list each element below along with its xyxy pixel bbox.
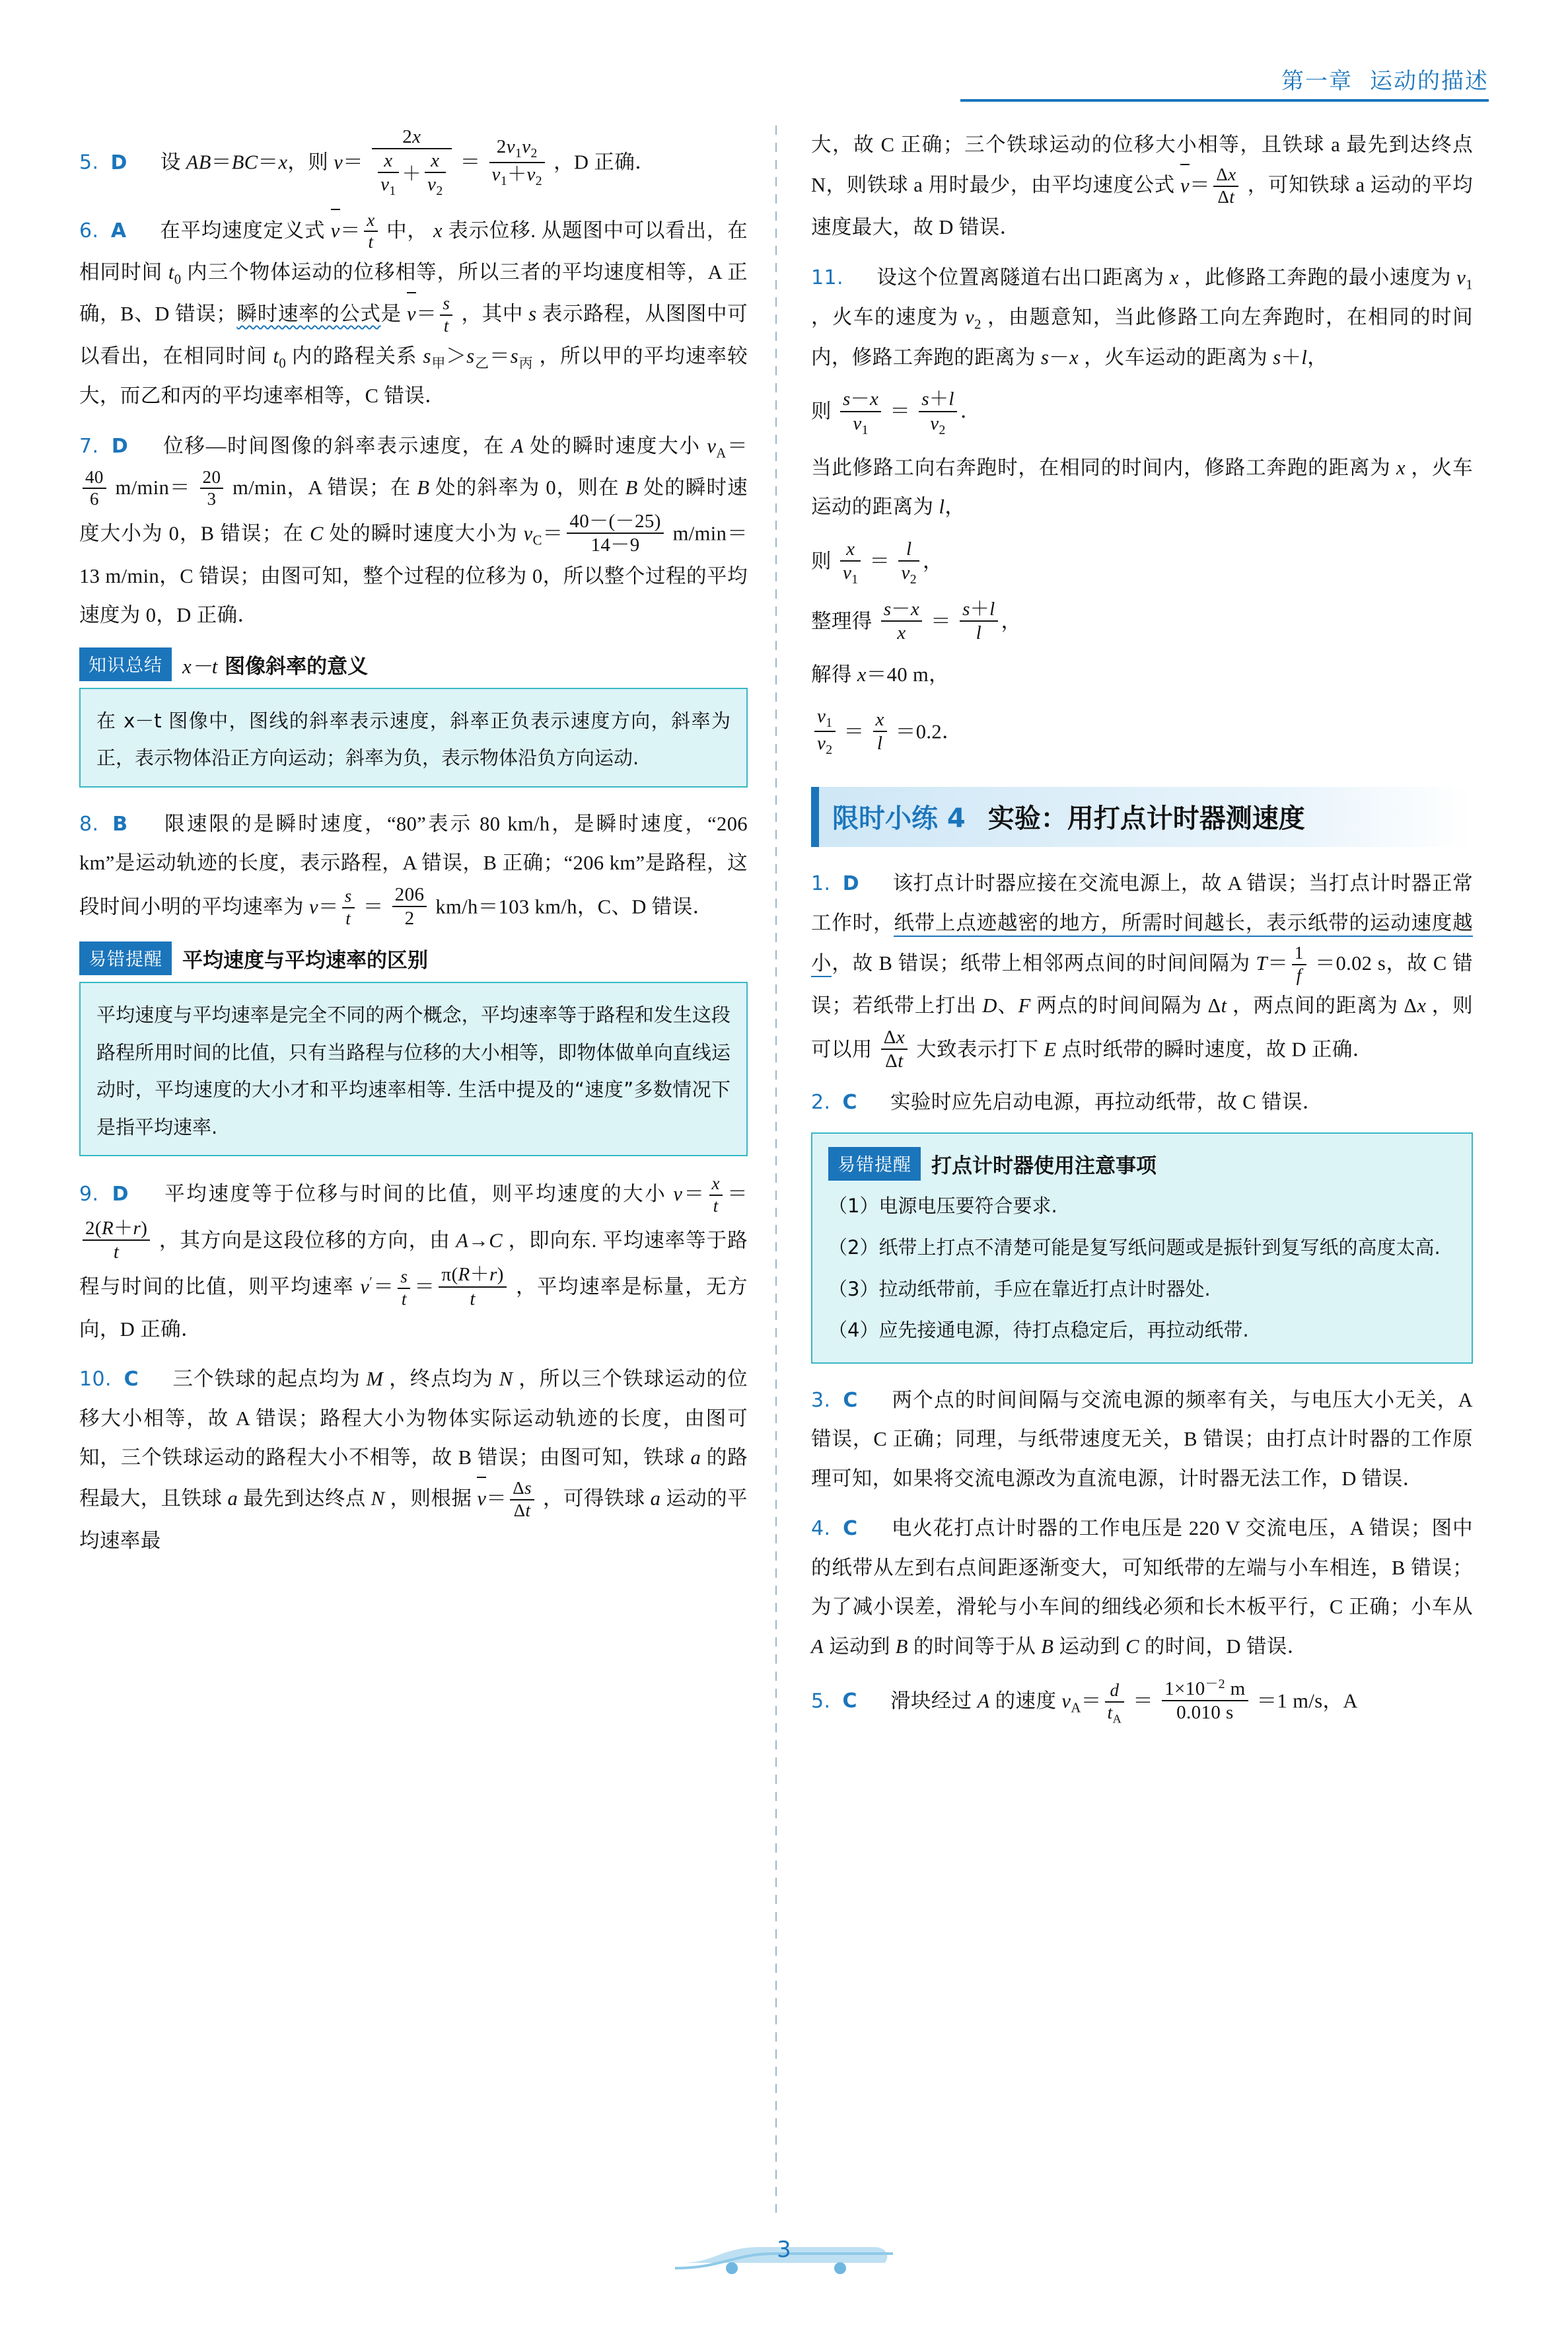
r4-a: 电火花打点计时器的工作电压是 220 V 交流电压，A 错误；图中的纸带从左到右点间距逐渐变大，可知纸带的左端与小车相连，B 错误；为了减小误差，滑轮与小车间的细线必须和长木板平行，C 正确；小车从 xyxy=(811,1517,1473,1619)
r5-a: 滑块经过 xyxy=(890,1689,972,1713)
note1-box xyxy=(79,688,748,788)
note1-title-math: x－t xyxy=(182,654,218,678)
right-column xyxy=(786,126,1473,2213)
item-number: 2. xyxy=(811,1090,831,1114)
header-title: 运动的描述 xyxy=(1370,68,1489,94)
item-answer: D xyxy=(112,1183,129,1206)
r1-a: 该打点计时器应接在交流电源上，故 A 错误；当打点计时器正常工作时， xyxy=(811,872,1474,934)
q10-text-c: ，所以三个铁球运动的位移大小相等，故 A 错误；路程大小为物体实际运动轨迹的长度，由图可知，三个铁球运动的路程大小不相等，故 B 错误；由图可知，铁球 xyxy=(79,1368,748,1469)
r1-f: ，则可以用 xyxy=(811,994,1474,1060)
note1-tag: 知识总结 xyxy=(79,647,172,681)
answer-item-7: 7. D 位移—时间图像的斜率表示速度，在 A 处的瞬时速度大小 $v_A=$ $\frac{40}{6}$ m/min＝ $\frac{20}{3}$ m/min，A 错误；在 B 处的斜率为 0，则在 B 处的瞬时速度大小为 0，B 错误；在 C 处的瞬时速度大小为 $v_C=$ $\frac{40-(-25)}{14-9}$ m/min＝13 m/min，C 错误；由图可知，整个过程的位移为 0，所以整个过程的平均速度为 0，D 正确． xyxy=(79,434,748,627)
note3-box xyxy=(811,1132,1473,1363)
q7-text-a: 位移—时间图像的斜率表示速度，在 xyxy=(163,434,505,457)
q10-text-a: 三个铁球的起点均为 xyxy=(172,1368,361,1391)
item-answer: C xyxy=(124,1368,139,1391)
item-answer: D xyxy=(110,151,127,174)
q11-b: ，此修路工奔跑的最小速度为 xyxy=(1184,266,1452,289)
q5-text-c: ，D 正确． xyxy=(553,151,656,174)
q6-text-i: ，所以甲的平均速率较大，而乙和丙的平均速率相等，C 错误． xyxy=(79,344,748,408)
page-footer xyxy=(0,2226,1568,2285)
note3-line-1: （1）电源电压要符合要求. xyxy=(828,1195,1057,1218)
r1-d: 两点的时间间隔为 xyxy=(1036,994,1203,1017)
item-number: 10. xyxy=(79,1368,112,1391)
r5-b: 的速度 xyxy=(995,1689,1057,1713)
q11-l: 整理得 xyxy=(811,610,873,633)
note3-line-3: （3）拉动纸带前，手应在靠近打点计时器处. xyxy=(828,1277,1211,1300)
header-rule xyxy=(960,99,1489,102)
note2-title: 平均速度与平均速率的区别 xyxy=(182,949,428,973)
q10-cont2: ，可知铁球 a 运动的平均速度最大，故 D 错误． xyxy=(811,174,1474,239)
r5-d: ＝1 m/s，A xyxy=(1256,1689,1358,1713)
section-banner xyxy=(811,787,1473,847)
q6-wavy-underline: 瞬时速率的公式 xyxy=(236,303,381,326)
answer-item-11: 11. 设这个位置离隧道右出口距离为 x ，此修路工奔跑的最小速度为 $v_1$ ，火车的速度为 $v_2$ ，由题意知，当此修路工向左奔跑时，在相同的时间内，修路工奔跑的距离为 s－x ，火车运动的距离为 s＋l， xyxy=(811,266,1474,369)
header-chapter: 第一章 xyxy=(1281,68,1353,94)
q11-g: 则 xyxy=(811,400,832,423)
item-answer: C xyxy=(842,1090,857,1114)
q11-n: ＝40 m， xyxy=(866,663,950,686)
q11-eq-2: 则 $\frac{x}{v_1}$ ＝ $\frac{l}{v_2}$ ， xyxy=(811,538,943,587)
item-number: 6. xyxy=(79,219,99,242)
q8-text-b: ＝ xyxy=(363,895,384,918)
r1-h: 点时纸带的瞬时速度，故 D 正确． xyxy=(1061,1037,1373,1060)
page-number: 3 xyxy=(777,2236,791,2263)
note3-body xyxy=(828,1187,1456,1348)
r1-g: 大致表示打下 xyxy=(916,1037,1039,1060)
q10-text-g: ，可得铁球 xyxy=(542,1487,645,1510)
answer-item-10-continued: 大，故 C 正确；三个铁球运动的位移大小相等，且铁球 a 最先到达终点 N，则铁球 a 用时最少，由平均速度公式 v＝ $\frac{\Delta x}{\Delta t}$ ，可知铁球 a 运动的平均速度最大，故 D 错误． xyxy=(811,133,1474,239)
q11-j: ， xyxy=(944,496,966,519)
q6-text-g: 表示路程，从图图中可以看出，在相同时间 xyxy=(79,303,748,367)
note2-body: 平均速度与平均速率是完全不同的两个概念，平均速率等于路程和发生这段路程所用时间的比值，只有当路程与位移的大小相等，即物体做单向直线运动时，平均速度的大小才和平均速率相等. 生活中提及的“速度”多数情况下是指平均速率. xyxy=(96,1004,731,1138)
item-number: 3. xyxy=(811,1388,831,1412)
q11-m: 解得 xyxy=(811,663,852,686)
q9-text-d: ，平均速率是标量，无方向，D 正确． xyxy=(79,1275,748,1341)
r1-b: ，故 B 错误；纸带上相邻两点间的时间间隔为 xyxy=(832,952,1250,975)
q11-i: ，火车运动的距离为 xyxy=(811,456,1473,519)
banner-label: 限时小练 4 xyxy=(832,803,966,834)
answer-item-r5: 5. C 滑块经过 A 的速度 $v_A=$ $\frac{d}{t_A}$ ＝ $\frac{1\times 10^{-2} m}{0.010 s}$ ＝1 m/s，A xyxy=(811,1677,1358,1726)
note3-header xyxy=(828,1147,1456,1181)
q6-text-c: 表示位移. 从题图中可以看出，在相同时间 xyxy=(79,219,748,284)
q7-text-c: m/min＝ xyxy=(115,476,191,499)
note2-box xyxy=(79,982,748,1156)
item-number: 5. xyxy=(79,151,99,174)
q7-text-g: 处的瞬时速度大小为 xyxy=(329,522,518,545)
q7-text-h: m/min＝13 m/min，C 错误；由图可知，整个过程的位移为 0，所以整个过程的平均速度为 0，D 正确． xyxy=(79,522,748,627)
banner-title: 实验：用打点计时器测速度 xyxy=(987,803,1305,834)
r3-a: 两个点的时间间隔与交流电源的频率有关，与电压大小无关，A 错误，C 正确；同理，与纸带速度无关，B 错误；由打点计时器的工作原理可知，如果将交流电源改为直流电源，计时器无法工作，D 错误． xyxy=(811,1388,1473,1490)
item-answer: C xyxy=(843,1517,858,1541)
answer-item-8: 8. B 限速限的是瞬时速度，“80”表示 80 km/h，是瞬时速度，“206 km”是运动轨迹的长度，表示路程，A 错误，B 正确；“206 km”是路程，这段时间小明的平均速率为 v＝ $\frac{s}{t}$ ＝ $\frac{206}{2}$ km/h＝103 km/h，C、D 错误． xyxy=(79,812,748,929)
item-answer: C xyxy=(843,1388,858,1412)
note1-title xyxy=(182,649,368,679)
note2-header xyxy=(79,941,748,975)
note3-line-2: （2）纸带上打点不清楚可能是复写纸问题或是振针到复写纸的高度太高. xyxy=(828,1236,1441,1259)
q11-e: ，火车运动的距离为 xyxy=(1084,346,1268,369)
q11-c: ，火车的速度为 xyxy=(811,306,960,329)
r1-underline: 纸带上点迹越密的地方，所需时间越长，表示纸带的运动速度越小 xyxy=(811,912,1473,978)
answer-item-r4: 4. C 电火花打点计时器的工作电压是 220 V 交流电压，A 错误；图中的纸带从左到右点间距逐渐变大，可知纸带的左端与小车相连，B 错误；为了减小误差，滑轮与小车间的细线必须和长木板平行，C 正确；小车从 A 运动到 B 的时间等于从 B 运动到 C 的时间，D 错误． xyxy=(811,1517,1473,1658)
r4-c: 的时间等于从 xyxy=(913,1635,1036,1658)
q7-text-d: m/min，A 错误；在 xyxy=(232,476,411,499)
q11-d: ，由题意知，当此修路工向左奔跑时，在相同的时间内，修路工奔跑的距离为 xyxy=(811,306,1474,369)
q10-text-d: 的路程最大，且铁球 xyxy=(79,1446,748,1510)
r5-c: ＝ xyxy=(1133,1689,1154,1713)
answer-item-10: 10. C 三个铁球的起点均为 M ，终点均为 N ，所以三个铁球运动的位移大小相等，故 A 错误；路程大小为物体实际运动轨迹的长度，由图可知，三个铁球运动的路程大小不相等，故 B 错误；由图可知，铁球 a 的路程最大，且铁球 a 最先到达终点 N ，则根据 v＝ $\frac{\Delta s}{\Delta t}$ ，可得铁球 a 运动的平均速率最 xyxy=(79,1368,748,1552)
q7-text-e: 处的斜率为 0，则在 xyxy=(435,476,620,499)
note3-line-4: （4）应先接通电源，待打点稳定后，再拉动纸带. xyxy=(828,1319,1249,1342)
r1-e: ，两点间的距离为 xyxy=(1232,994,1398,1017)
q10-cont: 大，故 C 正确；三个铁球运动的位移大小相等，且铁球 a 最先到达终点 N，则铁球 a 用时最少，由平均速度公式 xyxy=(811,133,1473,197)
q6-text-h: 内的路程关系 xyxy=(291,344,417,367)
answer-item-6: 6. A 在平均速度定义式 v＝ $\frac{x}{t}$ 中， x 表示位移. 从题图中可以看出，在相同时间 $t_0$ 内三个物体运动的位移相等，所以三者的平均速度相等，A 正确，B、D 错误；瞬时速率的公式是 v＝ $\frac{s}{t}$ ，其中 s 表示路程，从图图中可以看出，在相同时间 $t_0$ 内的路程关系 $s_甲>s_乙=s_丙$ ，所以甲的平均速率较大，而乙和丙的平均速率相等，C 错误． xyxy=(79,209,748,408)
item-number: 1. xyxy=(811,872,831,896)
note1-header xyxy=(79,647,748,681)
item-answer: D xyxy=(111,434,129,458)
q10-text-h: 运动的平均速率最 xyxy=(79,1487,748,1552)
r4-e: 的时间，D 错误． xyxy=(1144,1635,1308,1658)
q9-text-b: ，其方向是这段位移的方向，由 xyxy=(159,1229,450,1252)
q11-para-2: 当此修路工向右奔跑时，在相同的时间内，修路工奔跑的距离为 x ，火车运动的距离为 l， xyxy=(811,456,1473,519)
q6-text-d: 内三个物体运动的位移相等，所以三者的平均速度相等，A 正确，B、D 错误； xyxy=(79,261,748,326)
q5-text-b: ，则 xyxy=(287,151,329,174)
q11-eq-1: 则 $\frac{s-x}{v_1}$ ＝ $\frac{s+l}{v_2}$ ． xyxy=(811,388,981,437)
two-column-body xyxy=(79,126,1489,2213)
r4-d: 运动到 xyxy=(1059,1635,1121,1658)
q5-text-a: 设 xyxy=(160,151,181,174)
item-answer: D xyxy=(842,872,860,896)
answer-item-r2 xyxy=(811,1083,1473,1123)
answer-item-r3 xyxy=(811,1381,1473,1498)
note2-tag: 易错提醒 xyxy=(79,941,172,975)
q9-text-c: ，即向东. 平均速率等于路程与时间的比值，则平均速率 xyxy=(79,1229,748,1298)
q9-text-a: 平均速度等于位移与时间的比值，则平均速度的大小 xyxy=(164,1183,667,1206)
answer-item-5: 5. D 设 AB＝BC＝x，则 v＝ 2x $\frac{x}{v_1}$ ＋ $\frac{x}{v_2}$ ＝ $\frac{2v_1v_2}{v_1+v_2}$ ，D 正确． xyxy=(79,126,656,199)
item-answer: B xyxy=(112,812,128,836)
q7-text-b: 处的瞬时速度大小 xyxy=(530,434,701,457)
item-answer: A xyxy=(110,219,127,242)
q10-text-f: ，则根据 xyxy=(390,1487,472,1510)
note3-tag: 易错提醒 xyxy=(828,1147,921,1181)
q10-text-b: ，终点均为 xyxy=(389,1368,494,1391)
answer-item-9: 9. D 平均速度等于位移与时间的比值，则平均速度的大小 v＝ $\frac{x}{t}$ ＝ $\frac{2(R+r)}{t}$ ，其方向是这段位移的方向，由 A→C ，即向东. 平均速率等于路程与时间的比值，则平均速率 v′＝ $\frac{s}{t}$ ＝ $\frac{\pi(R+r)}{t}$ ，平均速率是标量，无方向，D 正确． xyxy=(79,1173,748,1341)
r2-a: 实验时应先启动电源，再拉动纸带，故 C 错误． xyxy=(890,1090,1323,1113)
left-column xyxy=(79,126,766,2213)
note3-title: 打点计时器使用注意事项 xyxy=(931,1154,1157,1179)
q11-a: 设这个位置离隧道右出口距离为 xyxy=(876,266,1164,289)
q7-text-f: 处的瞬时速度大小为 0，B 错误；在 xyxy=(79,476,748,545)
item-number: 8. xyxy=(79,812,99,836)
q11-h: 当此修路工向右奔跑时，在相同的时间内，修路工奔跑的距离为 xyxy=(811,456,1391,479)
q8-text-c: km/h＝103 km/h，C、D 错误． xyxy=(435,895,713,918)
item-number: 9. xyxy=(79,1183,99,1206)
q11-k: 则 xyxy=(811,550,832,573)
q6-text-f: ，其中 xyxy=(461,303,523,326)
r1-c: ＝0.02 s，故 C 错误；若纸带上打出 xyxy=(811,952,1473,1017)
item-number: 5. xyxy=(811,1689,831,1713)
q10-text-e: 最先到达终点 xyxy=(243,1487,366,1510)
answer-item-r1: 1. D 该打点计时器应接在交流电源上，故 A 错误；当打点计时器正常工作时，纸带上点迹越密的地方，所需时间越长，表示纸带的运动速度越小，故 B 错误；纸带上相邻两点间的时间间隔为 T＝ $\frac{1}{f}$ ＝0.02 s，故 C 错误；若纸带上打出 D、F 两点的时间间隔为 Δt ，两点间的距离为 Δx ，则可以用 $\frac{\Delta x}{\Delta t}$ 大致表示打下 E 点时纸带的瞬时速度，故 D 正确． xyxy=(811,872,1474,1072)
item-number: 4. xyxy=(811,1517,831,1541)
q11-eq-5: $\frac{v_1}{v_2}$ ＝ $\frac{x}{l}$ ＝0.2． xyxy=(811,705,1473,758)
q11-f: ， xyxy=(1307,346,1328,369)
q11-eq-4: 解得 x＝40 m， xyxy=(811,663,950,686)
q6-text-e: 是 xyxy=(380,303,402,326)
q8-text-a: 限速限的是瞬时速度，“80”表示 80 km/h，是瞬时速度，“206 km”是运动轨迹的长度，表示路程，A 错误，B 正确；“206 km”是路程，这段时间小明的平均速率为 xyxy=(79,812,748,918)
note1-title-text: 图像斜率的意义 xyxy=(225,654,369,679)
note1-body: 在 x－t 图像中，图线的斜率表示速度，斜率正负表示速度方向，斜率为正，表示物体沿正方向运动；斜率为负，表示物体沿负方向运动. xyxy=(96,709,731,770)
page-header xyxy=(1281,63,1489,95)
column-divider xyxy=(775,126,777,2213)
q6-text-a: 在平均速度定义式 xyxy=(160,219,326,242)
item-answer: C xyxy=(842,1689,857,1713)
q6-text-b: 中， xyxy=(386,219,428,242)
r4-b: 运动到 xyxy=(829,1635,890,1658)
item-number: 7. xyxy=(79,434,99,458)
q11-eq-3: 整理得 $\frac{s-x}{x}$ ＝ $\frac{s+l}{l}$ ， xyxy=(811,599,1022,644)
item-number: 11. xyxy=(811,266,843,289)
